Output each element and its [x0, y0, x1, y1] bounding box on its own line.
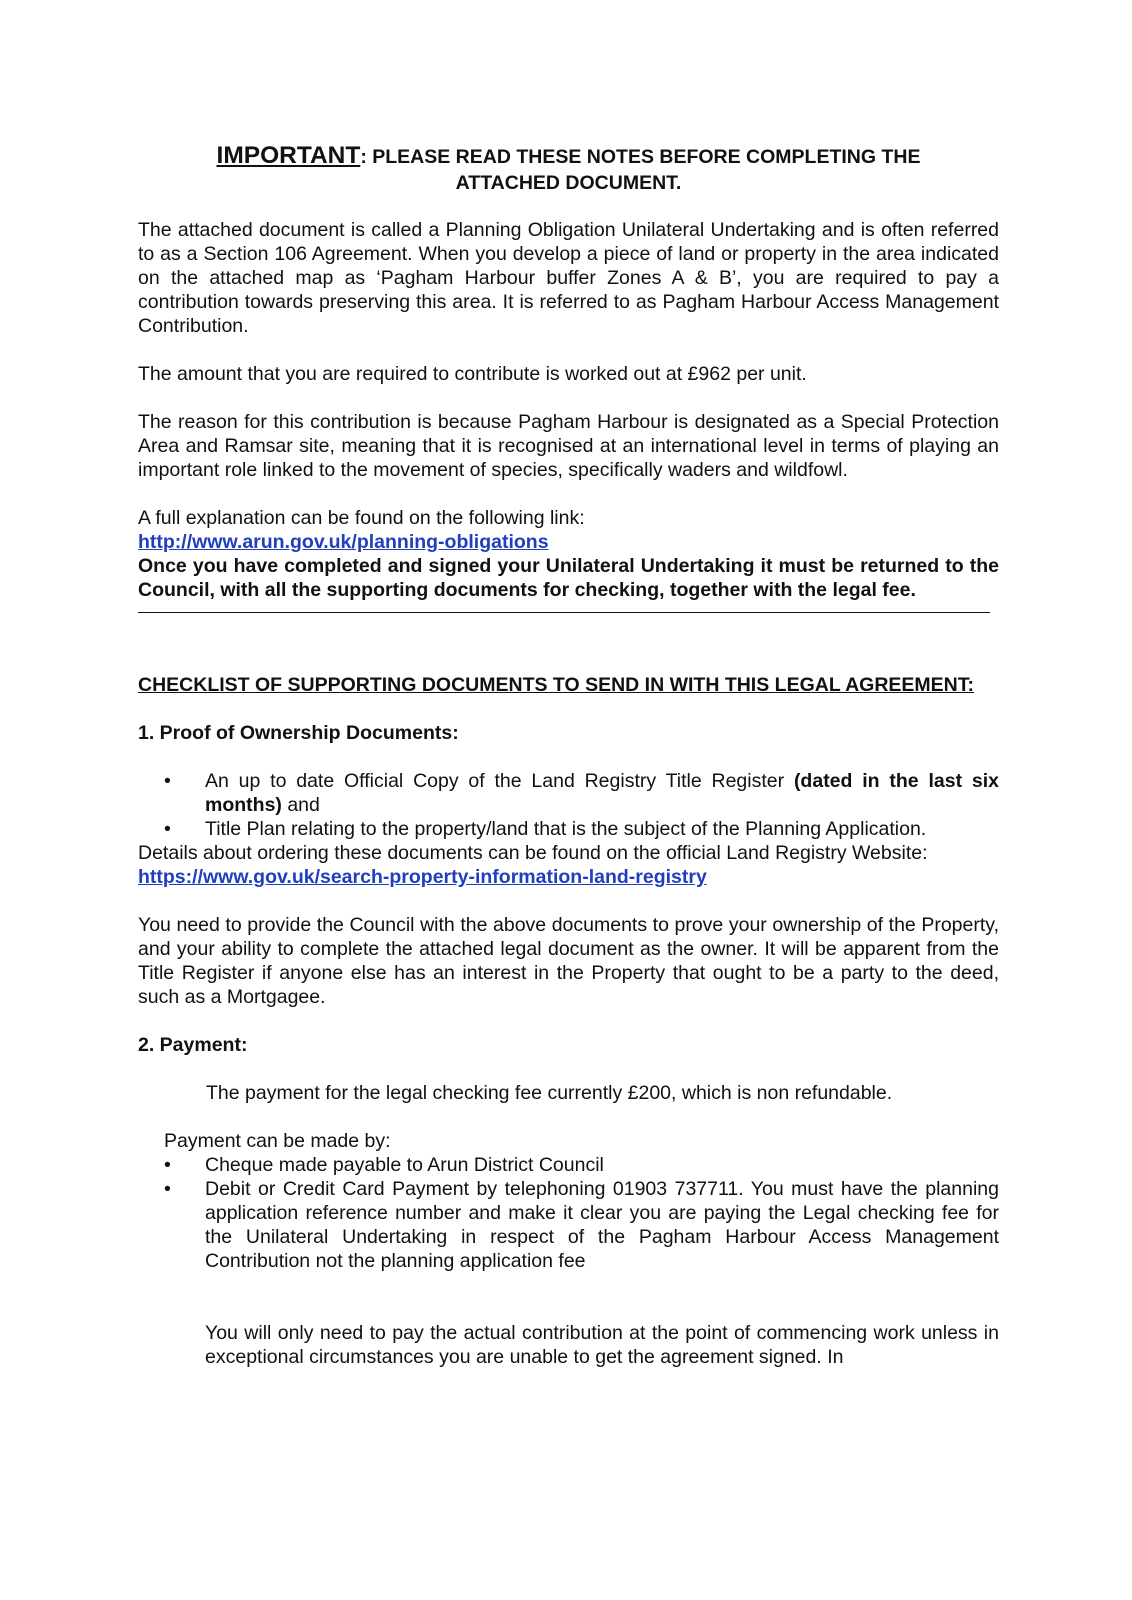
land-registry-details: [138, 841, 999, 889]
intro-paragraph-1: The attached document is called a Planning Obligation Unilateral Undertaking and is often referred to as a Section 106 Agreement. When you develop a piece of land or property in the area indicated on the attached map as ‘Pagham Harbour buffer Zones A & B’, you are required to pay a contribution towards preserving this area. It is referred to as Pagham Harbour Access Management Contribution.: [138, 219, 999, 337]
ownership-paragraph: You need to provide the Council with the above documents to prove your ownership of the Property, and your ability to complete the attached legal document as the owner. It will be apparent from the Title Register if anyone else has an interest in the Property that ought to be a party to the deed, such as a Mortgagee.: [138, 914, 999, 1008]
explanation-block: [138, 506, 999, 602]
payment-methods-list: [138, 1153, 999, 1273]
return-instructions: Once you have completed and signed your Unilateral Undertaking it must be returned to the Council, with all the supporting documents for checking, together with the legal fee.: [138, 555, 999, 601]
notice-title: [138, 143, 999, 196]
title-plan-text: Title Plan relating to the property/land that is the subject of the Planning Application.: [205, 818, 927, 840]
land-registry-link[interactable]: https://www.gov.uk/search-property-information-land-registry: [138, 866, 707, 888]
bullet-icon: •: [164, 770, 171, 792]
section-payment-heading: 2. Payment:: [138, 1034, 248, 1056]
contribution-amount-paragraph: The amount that you are required to contribute is worked out at £962 per unit.: [138, 363, 807, 385]
document-body: [138, 143, 999, 1369]
ownership-documents-list: [138, 769, 999, 841]
bullet-icon: •: [164, 818, 171, 840]
title-register-tail: and: [281, 794, 320, 816]
list-item: [138, 1153, 999, 1177]
explanation-text: A full explanation can be found on the following link:: [138, 507, 585, 529]
title-register-text: An up to date Official Copy of the Land Registry Title Register: [205, 770, 794, 792]
planning-obligations-link[interactable]: http://www.arun.gov.uk/planning-obligations: [138, 531, 549, 553]
title-important-word: IMPORTANT: [216, 142, 361, 169]
payment-methods-intro: Payment can be made by:: [164, 1130, 391, 1152]
title-line-2: ATTACHED DOCUMENT.: [455, 172, 682, 194]
bullet-icon: •: [164, 1154, 171, 1176]
separator-line: [138, 612, 990, 613]
contribution-timing-paragraph: You will only need to pay the actual contribution at the point of commencing work unless in exceptional circumstances you are unable to get the agreement signed. In: [205, 1322, 999, 1368]
title-register-date-note: (dated in the last six months): [205, 770, 999, 816]
checklist-heading: CHECKLIST OF SUPPORTING DOCUMENTS TO SEND IN WITH THIS LEGAL AGREEMENT:: [138, 674, 974, 696]
cheque-method-text: Cheque made payable to Arun District Council: [205, 1154, 604, 1176]
section-ownership-heading: 1. Proof of Ownership Documents:: [138, 722, 459, 744]
legal-fee-line: The payment for the legal checking fee currently £200, which is non refundable.: [206, 1082, 893, 1104]
list-item: [138, 817, 999, 841]
list-item: [138, 769, 999, 817]
title-line-1-rest: : PLEASE READ THESE NOTES BEFORE COMPLETING THE: [360, 146, 921, 168]
bullet-icon: •: [164, 1178, 171, 1200]
list-item: [138, 1177, 999, 1273]
land-registry-details-text: Details about ordering these documents can be found on the official Land Registry Website:: [138, 842, 928, 864]
card-method-text: Debit or Credit Card Payment by telephoning 01903 737711. You must have the planning application reference number and make it clear you are paying the Legal checking fee for the Unilateral Undertaking in respect of the Pagham Harbour Access Management Contribution not the planning application fee: [205, 1178, 999, 1272]
reason-paragraph: The reason for this contribution is because Pagham Harbour is designated as a Special Protection Area and Ramsar site, meaning that it is recognised at an international level in terms of playing an important role linked to the movement of species, specifically waders and wildfowl.: [138, 411, 999, 481]
